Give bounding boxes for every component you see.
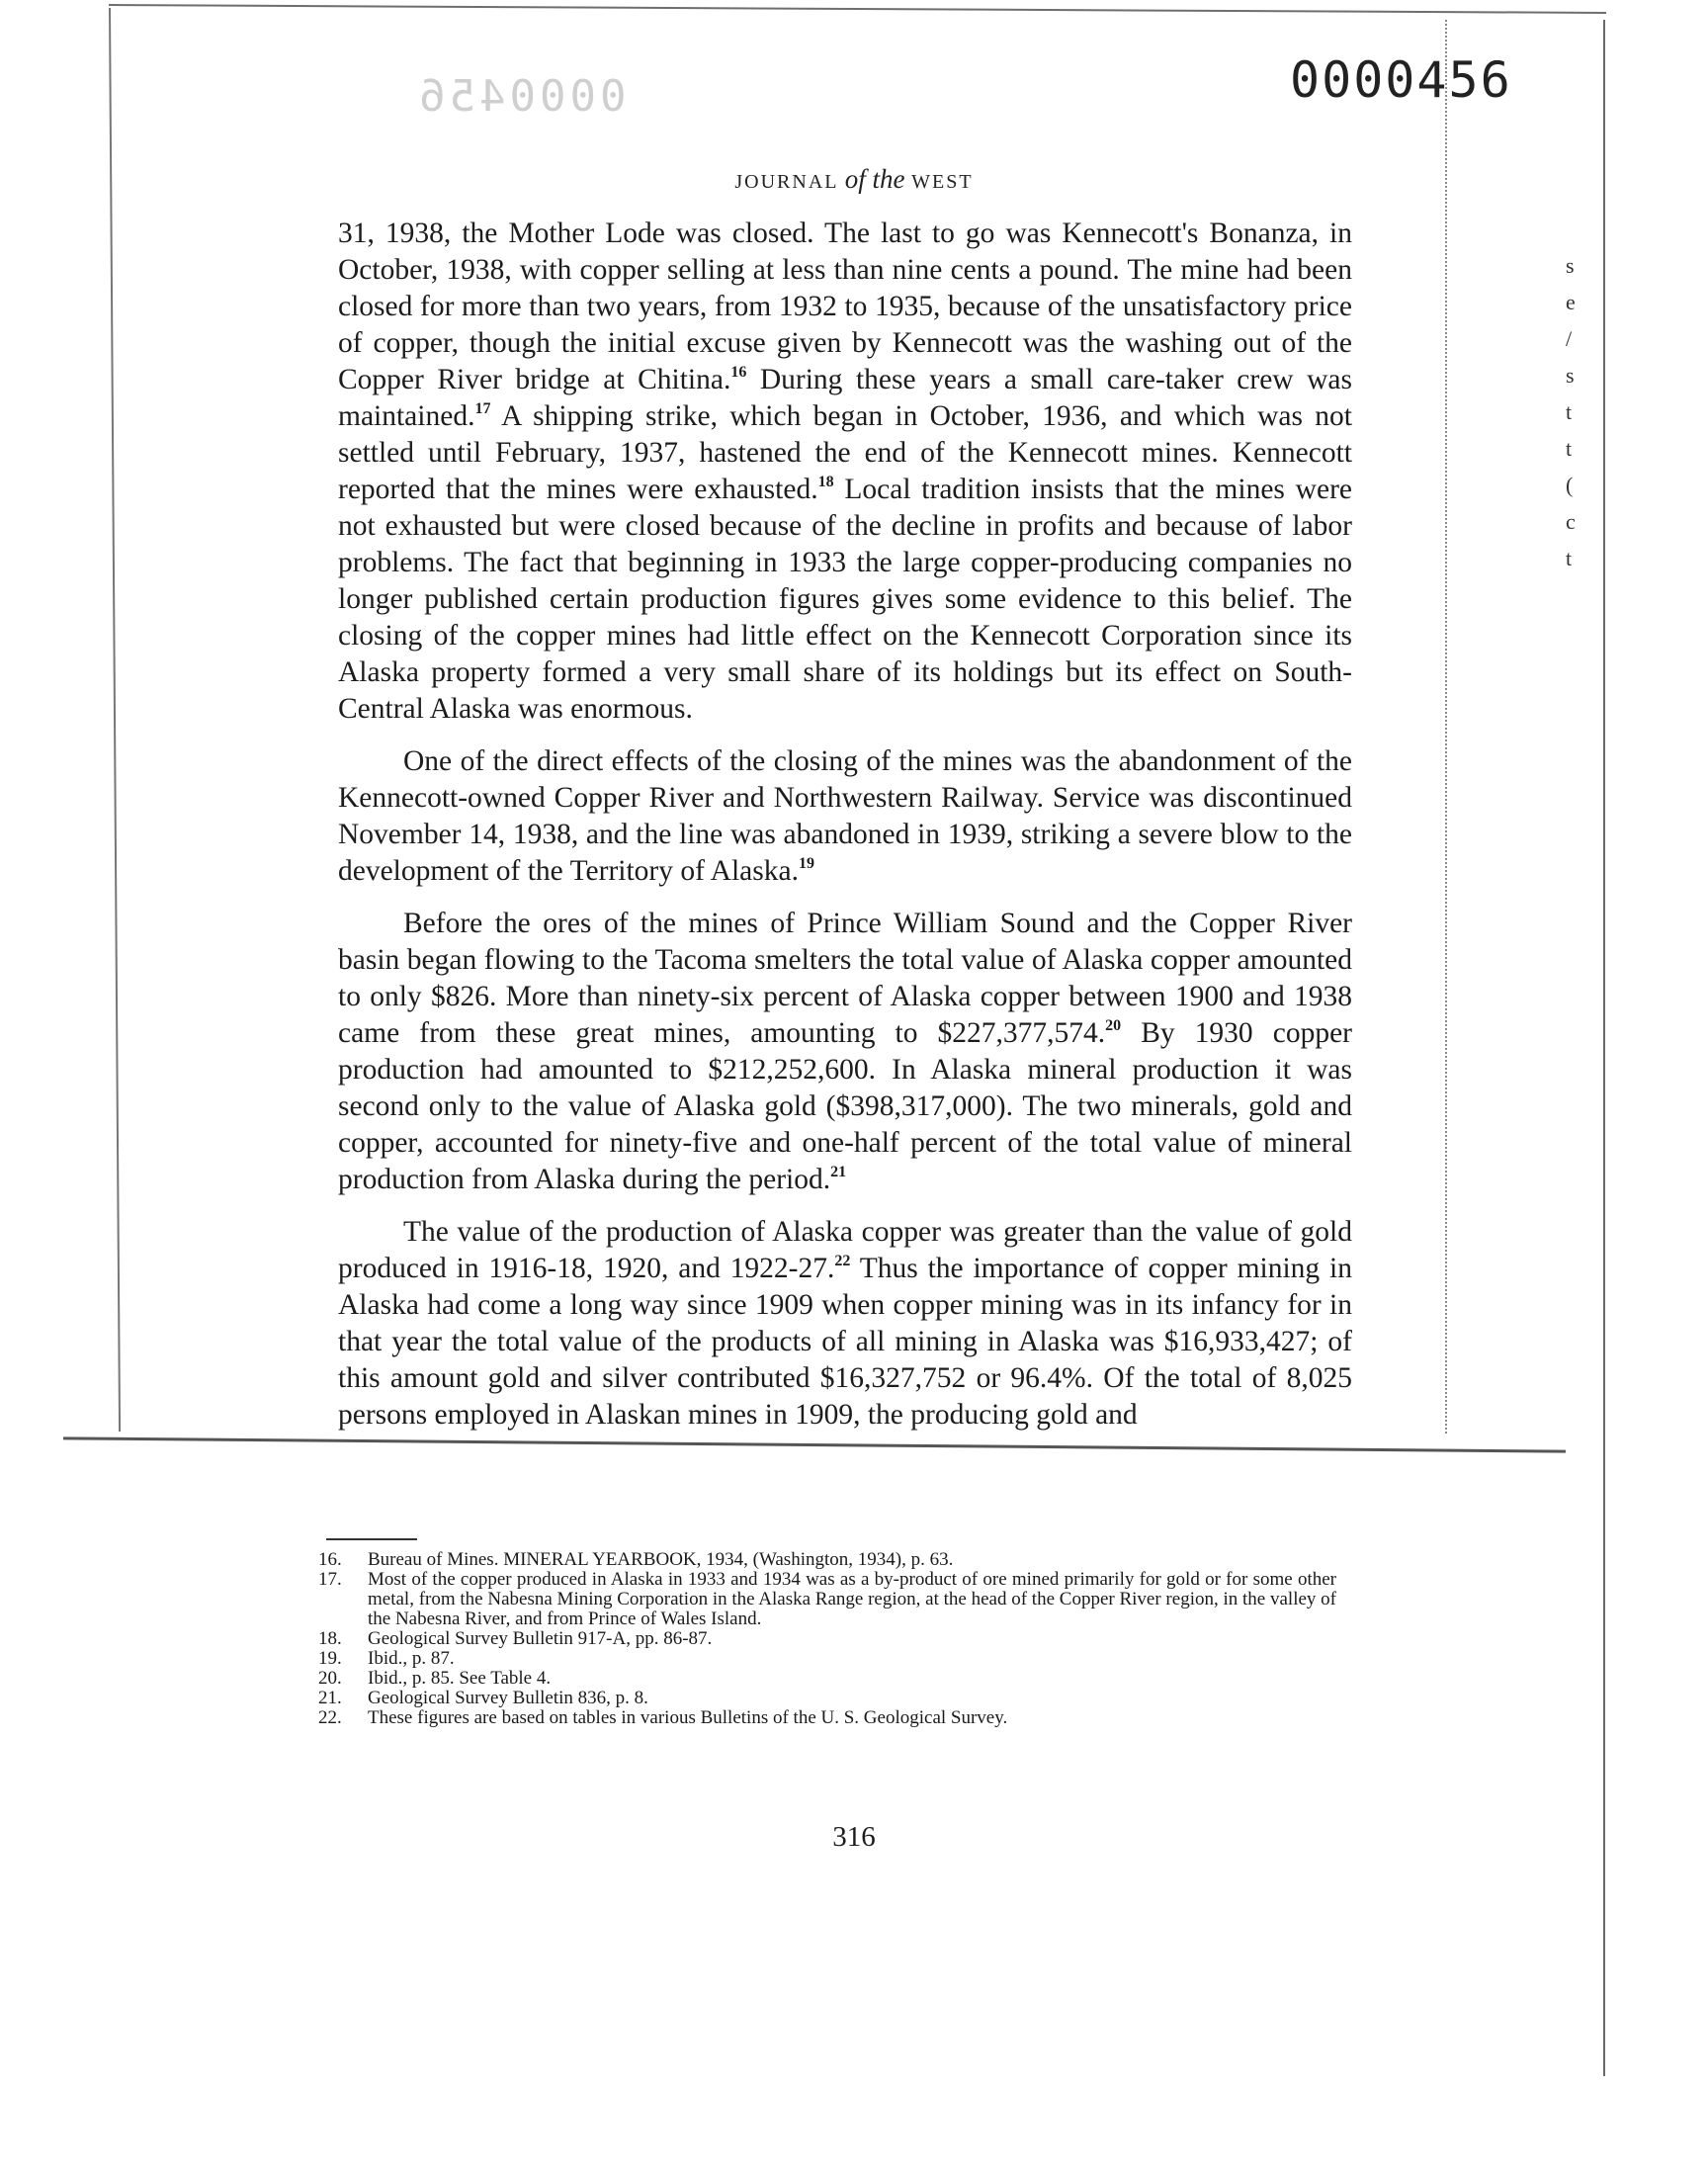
body-paragraph — [338, 1214, 1352, 1434]
text-run: Before the ores of the mines of Prince William Sound and the Copper River basin began flowing to the Tacoma smelters the total value of Alaska copper amounted to only $826. More than ninety-six percent of Alaska copper between 1900 and 1938 came from these great mines, amounting to $227,377,574. — [338, 908, 1352, 1049]
footnote-ref[interactable]: 21 — [830, 1164, 847, 1180]
footnote-number: 21. — [318, 1688, 342, 1708]
footnote-number: 17. — [318, 1569, 342, 1590]
scan-right-edge — [1445, 20, 1448, 1434]
footnote — [318, 1708, 1336, 1728]
edge-fragment: t — [1566, 399, 1573, 424]
scan-top-edge — [109, 4, 1606, 14]
footnote-text: These figures are based on tables in various Bulletins of the U. S. Geological Survey. — [368, 1707, 1008, 1728]
text-run: Local tradition insists that the mines were not exhausted but were closed because of the decline in profits and because of labor problems. The fact that beginning in 1933 the large copper-producing companies no longer published certain production figures gives some evidence to this belief. The closing of the copper mines had little effect on the Kennecott Corporation since its Alaska property formed a very small share of its holdings but its effect on South-Central Alaska was enormous. — [338, 474, 1352, 725]
scan-left-edge — [109, 8, 121, 1432]
footnote — [318, 1669, 1336, 1689]
footnote-rule — [326, 1538, 417, 1540]
footnotes — [318, 1550, 1336, 1728]
footnote — [318, 1550, 1336, 1570]
footnote-text: Geological Survey Bulletin 917-A, pp. 86-87. — [368, 1628, 713, 1649]
footnote-number: 20. — [318, 1668, 342, 1689]
footnote-number: 16. — [318, 1549, 342, 1570]
footnote-number: 18. — [318, 1628, 342, 1649]
edge-fragment: s — [1566, 363, 1575, 388]
running-head — [0, 164, 1708, 195]
edge-fragment: t — [1566, 546, 1573, 570]
body-text — [338, 216, 1352, 1449]
text-run: 31, 1938, the Mother Lode was closed. The last to go was Kennecott's Bonanza, in October, 1938, with copper selling at less than nine cents a pound. The mine had been closed for more than two years, from 1932 to 1935, because of the unsatisfactory price of copper, though the initial excuse given by Kennecott was the washing out of the Copper River bridge at Chitina. — [338, 218, 1352, 395]
text-run: A shipping strike, which began in October, 1936, and which was not settled until February, 1937, hastened the end of the Kennecott mines. Kennecott reported that the mines were exhausted. — [338, 400, 1352, 505]
footnote-ref[interactable]: 19 — [798, 855, 814, 872]
text-run: During these years a small care-taker crew was maintained. — [338, 364, 1352, 432]
footnote-number: 19. — [318, 1648, 342, 1669]
footnote-ref[interactable]: 20 — [1105, 1017, 1122, 1034]
text-run: One of the direct effects of the closing of the mines was the abandonment of the Kennecott-owned Copper River and Northwestern Railway. Service was discontinued November 14, 1938, and the line was abandoned in 1939, striking a severe blow to the development of the Territory of Alaska. — [338, 745, 1352, 887]
text-run: By 1930 copper production had amounted to $212,252,600. In Alaska mineral production it was second only to the value of Alaska gold ($398,317,000). The two minerals, gold and copper, accounted for ninety-five and one-half percent of the total value of mineral production from Alaska during the period. — [338, 1017, 1353, 1195]
text-run: Thus the importance of copper mining in Alaska had come a long way since 1909 when copper mining was in its infancy for in that year the total value of the products of all mining in Alaska was $16,933,427; of this amount gold and silver contributed $16,327,752 or 96.4%. Of the total of 8,025 persons employed in Alaskan mines in 1909, the producing gold and — [338, 1253, 1352, 1431]
bleed-through-number: 0000456 — [415, 71, 627, 122]
footnote — [318, 1570, 1336, 1629]
footnote-text: Most of the copper produced in Alaska in 1933 and 1934 was as a by-product of ore mined primarily for gold or for some other metal, from the Nabesna Mining Corporation in the Alaska Range region, at the head of the Copper River region, in the valley of the Nabesna River, and from Prince of Wales Island. — [368, 1569, 1336, 1629]
footnote — [318, 1629, 1336, 1649]
edge-fragment: t — [1566, 436, 1573, 461]
edge-fragment: ( — [1566, 473, 1574, 497]
page-number: 316 — [832, 1821, 876, 1853]
journal-suffix: WEST — [911, 171, 974, 193]
footnote-ref[interactable]: 16 — [730, 364, 747, 381]
footnote — [318, 1689, 1336, 1708]
journal-of-the: of the — [844, 164, 905, 194]
text-run: The value of the production of Alaska copper was greater than the value of gold produced in 1916-18, 1920, and 1922-27. — [338, 1216, 1352, 1284]
body-paragraph — [338, 216, 1352, 728]
footnote-ref[interactable]: 18 — [817, 474, 834, 490]
footnote-ref[interactable]: 17 — [474, 400, 491, 417]
edge-fragment: s — [1566, 253, 1575, 278]
body-paragraph — [338, 743, 1352, 890]
footnote-ref[interactable]: 22 — [834, 1253, 851, 1269]
journal-prefix: JOURNAL — [734, 171, 838, 193]
document-number-stamp: 0000456 — [1290, 51, 1512, 109]
edge-fragment: c — [1566, 509, 1576, 534]
edge-fragment: e — [1566, 290, 1576, 314]
footnote-text: Ibid., p. 87. — [368, 1648, 455, 1669]
footnote — [318, 1649, 1336, 1669]
footnote-text: Geological Survey Bulletin 836, p. 8. — [368, 1688, 648, 1708]
edge-fragment: / — [1566, 326, 1573, 351]
footnote-text: Bureau of Mines. MINERAL YEARBOOK, 1934, (Washington, 1934), p. 63. — [368, 1549, 954, 1570]
footnote-text: Ibid., p. 85. See Table 4. — [368, 1668, 552, 1689]
adjacent-page-edge — [1566, 247, 1576, 576]
footnote-number: 22. — [318, 1707, 342, 1728]
body-paragraph — [338, 906, 1352, 1198]
scan-page-gutter — [1603, 20, 1605, 2076]
